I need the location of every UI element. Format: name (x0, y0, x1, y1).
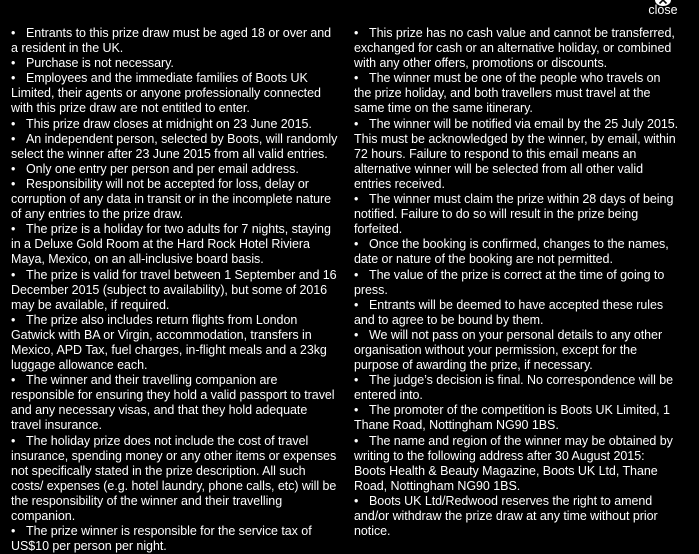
terms-column-right (354, 26, 679, 539)
term-item (354, 298, 679, 328)
bullet: • (354, 237, 359, 252)
bullet: • (354, 493, 359, 508)
term-text: An independent person, selected by Boots, will randomly select the winner after 23 June 2015 from all valid entries. (11, 131, 338, 161)
term-text: This prize draw closes at midnight on 23 June 2015. (26, 116, 312, 131)
term-text: The judge’s decision is final. No correspondence will be entered into. (354, 373, 674, 403)
term-item (354, 328, 679, 373)
term-text: The winner must be one of the people who travels on the prize holiday, and both travellers must travel at the same time on the same itinerary. (354, 71, 661, 116)
term-item (11, 373, 339, 433)
term-item (11, 524, 339, 554)
term-text: The value of the prize is correct at the time of going to press. (354, 267, 665, 297)
term-item (354, 71, 679, 116)
bullet: • (11, 71, 16, 86)
term-text: The prize is valid for travel between 1 September and 16 December 2015 (subject to availability), but some of 2016 may be available, if required. (11, 267, 337, 312)
term-text: The name and region of the winner may be obtained by writing to the following address after 30 August 2015: Boots Health & Beauty Magazine, Boots UK Ltd, Thane Road, Nottingham NG90 1BS. (354, 433, 673, 493)
term-item (354, 403, 679, 433)
term-text: Boots UK Ltd/Redwood reserves the right to amend and/or withdraw the prize draw at any time without prior notice. (354, 493, 658, 539)
term-item (354, 192, 679, 237)
bullet: • (354, 433, 359, 448)
terms-column-left (11, 26, 339, 554)
term-item (11, 313, 339, 373)
term-item (11, 434, 339, 525)
bullet: • (11, 56, 16, 71)
bullet: • (354, 267, 359, 282)
term-text: We will not pass on your personal details to any other organisation without your permission, except for the purpose of awarding the prize, if necessary. (354, 327, 663, 373)
term-text: Employees and the immediate families of Boots UK Limited, their agents or anyone professionally connected with this prize draw are not entitled to enter. (11, 71, 321, 116)
term-item (11, 132, 339, 162)
term-item (354, 268, 679, 298)
term-item (11, 222, 339, 267)
term-text: The promoter of the competition is Boots UK Limited, 1 Thane Road, Nottingham NG90 1BS. (354, 403, 670, 433)
term-text: This prize has no cash value and cannot be transferred, exchanged for cash or an alternative holiday, or combined with any other offers, promotions or discounts. (354, 26, 675, 71)
bullet: • (11, 161, 16, 176)
bullet: • (11, 524, 16, 539)
term-item (354, 434, 679, 494)
term-text: The holiday prize does not include the cost of travel insurance, spending money or any other items or expenses not specifically stated in the prize description. All such costs/ expenses (e.g. hotel laundry, phone calls, etc) will be the responsibility of the winner and their travelling companion. (11, 433, 337, 523)
term-item (354, 373, 679, 403)
term-item (11, 26, 339, 56)
bullet: • (11, 373, 16, 388)
term-item (354, 494, 679, 539)
bullet: • (354, 116, 359, 131)
term-text: Only one entry per person and per email address. (26, 161, 299, 176)
term-item (11, 56, 339, 71)
bullet: • (11, 222, 16, 237)
term-text: The winner will be notified via email by the 25 July 2015. This must be acknowledged by the winner, by email, within 72 hours. Failure to respond to this email means an alternative winner will be selected from all other valid entries received. (354, 116, 679, 191)
term-text: The prize also includes return flights from London Gatwick with BA or Virgin, accommodation, transfers in Mexico, APD Tax, fuel charges, in-flight meals and a 23kg luggage allowance each. (11, 312, 327, 373)
bullet: • (354, 26, 359, 40)
bullet: • (354, 327, 359, 342)
term-item (11, 71, 339, 116)
term-text: Responsibility will not be accepted for loss, delay or corruption of any data in transit or in the incomplete nature of any entries to the prize draw. (11, 176, 332, 222)
term-text: The prize is a holiday for two adults for 7 nights, staying in a Deluxe Gold Room at the Hard Rock Hotel Riviera Maya, Mexico, on an all-inclusive board basis. (11, 222, 331, 267)
bullet: • (11, 116, 16, 131)
term-item (11, 268, 339, 313)
term-item (354, 117, 679, 192)
term-text: The winner must claim the prize within 28 days of being notified. Failure to do so will result in the prize being forfeited. (354, 192, 674, 237)
close-label[interactable]: close (648, 3, 678, 17)
close-button[interactable] (646, 0, 680, 22)
term-text: Entrants to this prize draw must be aged 18 or over and a resident in the UK. (11, 26, 332, 56)
bullet: • (11, 176, 16, 191)
bullet: • (11, 312, 16, 327)
term-text: Purchase is not necessary. (26, 56, 174, 71)
term-item (354, 26, 679, 71)
term-item (11, 117, 339, 132)
bullet: • (11, 267, 16, 282)
bullet: • (354, 297, 359, 312)
bullet: • (11, 433, 16, 448)
term-text: The prize winner is responsible for the service tax of US$10 per person per night. (11, 524, 312, 554)
term-item (354, 237, 679, 267)
bullet: • (11, 131, 16, 146)
term-text: Once the booking is confirmed, changes to the names, date or nature of the booking are not permitted. (354, 237, 669, 267)
term-item (11, 162, 339, 177)
bullet: • (354, 71, 359, 86)
bullet: • (354, 192, 359, 207)
bullet: • (354, 403, 359, 418)
term-item (11, 177, 339, 222)
bullet: • (354, 373, 359, 388)
bullet: • (11, 26, 16, 40)
term-text: The winner and their travelling companion are responsible for ensuring they hold a valid passport to travel and any necessary visas, and that they hold adequate travel insurance. (11, 373, 335, 433)
term-text: Entrants will be deemed to have accepted these rules and to agree to be bound by them. (354, 297, 664, 327)
